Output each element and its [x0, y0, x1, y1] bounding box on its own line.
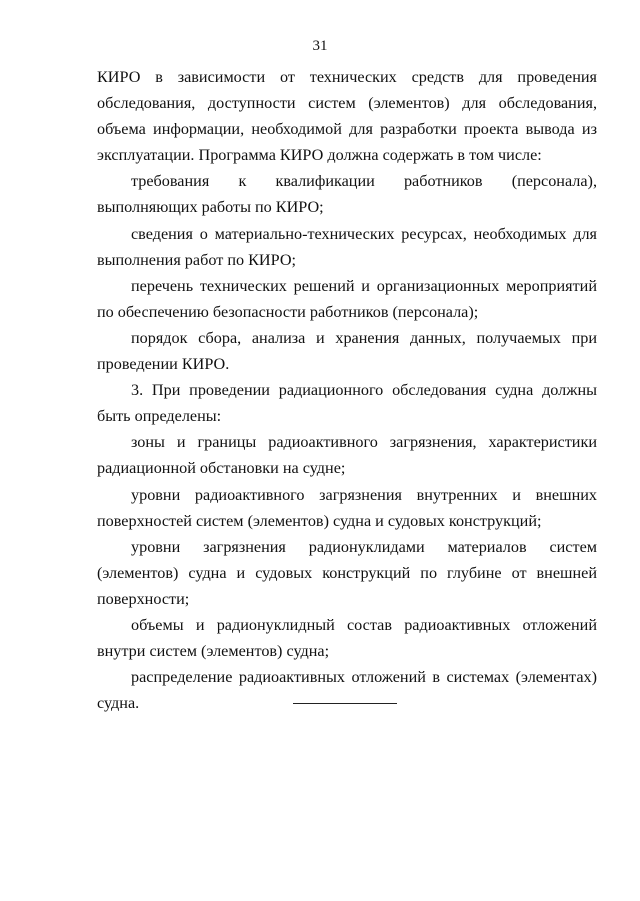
- paragraph-deposit-volumes: объемы и радионуклидный состав радиоактивных отложений внутри систем (элементов) судна;: [97, 615, 597, 661]
- paragraph-data-handling: порядок сбора, анализа и хранения данных, получаемых при проведении КИРО.: [97, 328, 597, 374]
- paragraph-depth-contamination: уровни загрязнения радионуклидами материалов систем (элементов) судна и судовых конструкций по глубине от внешней поверхности;: [97, 537, 597, 608]
- paragraph-surface-contamination: уровни радиоактивного загрязнения внутренних и внешних поверхностей систем (элементов) судна и судовых конструкций;: [97, 485, 597, 530]
- body-text: [97, 64, 597, 716]
- paragraph-safety-measures: перечень технических решений и организационных мероприятий по обеспечению безопасности работников (персонала);: [97, 276, 597, 321]
- paragraph-material-resources: сведения о материально-технических ресурсах, необходимых для выполнения работ по КИРО;: [97, 224, 597, 269]
- paragraph-item-3-intro: 3. При проведении радиационного обследования судна должны быть определены:: [97, 381, 597, 426]
- paragraph-staff-qualification: требования к квалификации работников (персонала), выполняющих работы по КИРО;: [97, 172, 597, 217]
- paragraph-deposit-distribution: распределение радиоактивных отложений в системах (элементах) судна.: [97, 668, 597, 713]
- paragraph-kiro-program: КИРО в зависимости от технических средств для проведения обследования, доступности систем (элементов) для обследования, объема информации, необходимой для разработки проекта вывода из эксплуатации. Программа КИРО должна содержать в том числе:: [97, 68, 597, 165]
- paragraph-contamination-zones: зоны и границы радиоактивного загрязнения, характеристики радиационной обстановки на судне;: [97, 433, 597, 478]
- end-rule: [293, 703, 397, 704]
- page-number: 31: [312, 38, 328, 54]
